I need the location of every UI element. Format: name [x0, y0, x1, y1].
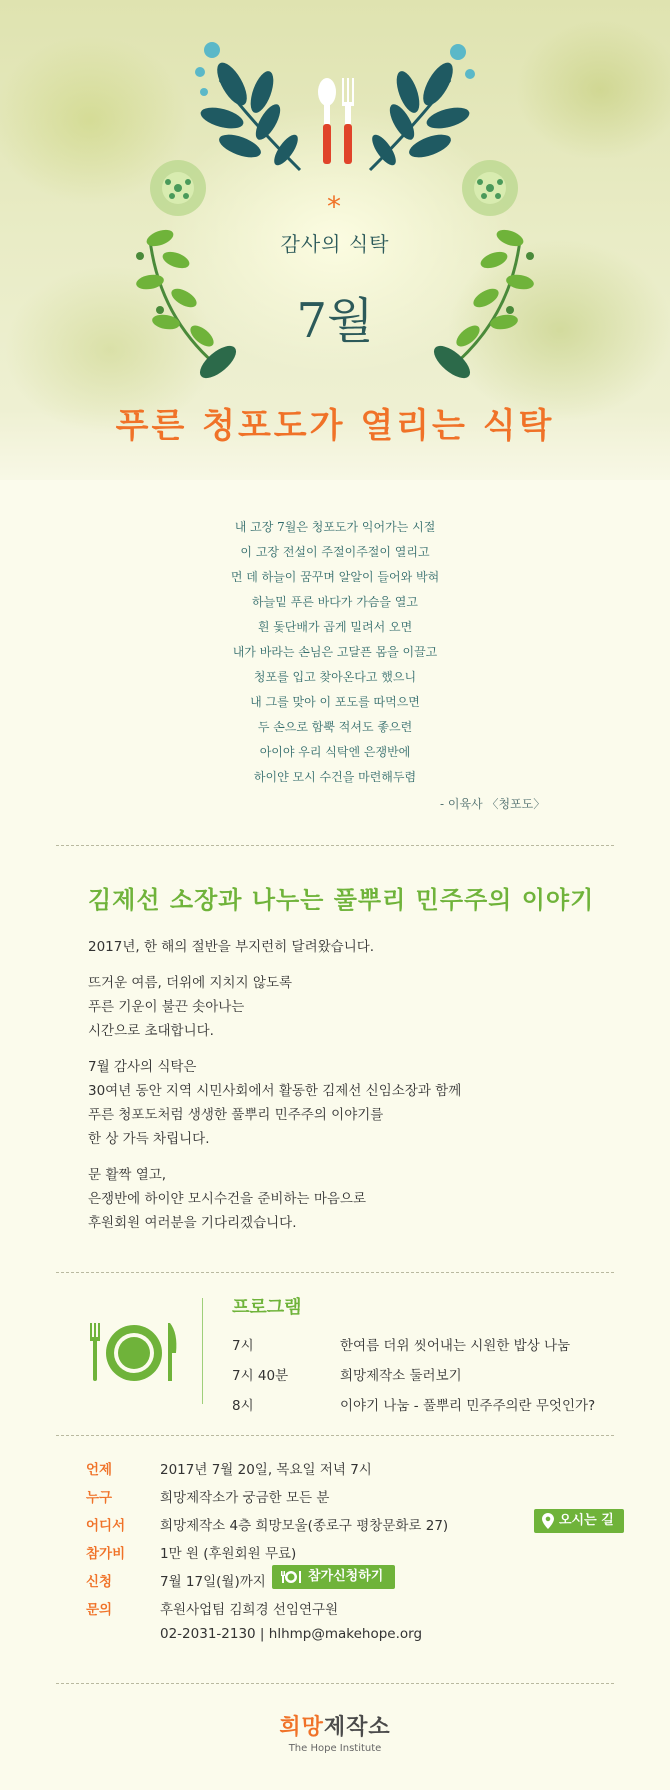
info-value: 7월 17일(월)까지	[160, 1574, 266, 1590]
divider	[56, 845, 614, 846]
program-heading: 프로그램	[232, 1297, 302, 1318]
story-paragraph	[88, 971, 608, 1043]
hero-title: 푸른 청포도가 열리는 식탁	[115, 406, 555, 446]
poem-line: 하이얀 모시 수건을 마련해두렴	[253, 770, 417, 784]
info-label: 누구	[86, 1490, 113, 1506]
info-label: 참가비	[86, 1546, 126, 1562]
poem-line: 하늘밑 푸른 바다가 가슴을 열고	[252, 595, 418, 609]
plate-utensils-icon	[86, 1323, 182, 1383]
program-activity: 희망제작소 둘러보기	[340, 1368, 462, 1384]
story-line: 뜨거운 여름, 더위에 지치지 않도록	[88, 975, 293, 991]
logo-rest: 제작소	[323, 1715, 391, 1740]
info-value: 희망제작소 4층 희망모울(종로구 평창문화로 27)	[160, 1518, 449, 1534]
left-flower-icon	[150, 160, 206, 216]
info-row-when	[86, 1458, 626, 1486]
program-time: 7시 40분	[232, 1368, 289, 1384]
plate-icon	[280, 1570, 302, 1584]
poem-line: 아이야 우리 식탁엔 은쟁반에	[259, 745, 411, 759]
story-paragraph	[88, 935, 608, 959]
hero-banner	[0, 0, 670, 480]
apply-button[interactable]	[272, 1565, 395, 1589]
story-line: 한 상 가득 차립니다.	[88, 1131, 210, 1147]
story-line: 문 활짝 열고,	[88, 1167, 167, 1183]
program-time: 8시	[232, 1398, 254, 1414]
directions-button[interactable]	[534, 1509, 624, 1533]
info-value: 희망제작소가 궁금한 모든 분	[160, 1490, 330, 1506]
poem-line: 내가 바라는 손님은 고달픈 몸을 이끌고	[232, 645, 438, 659]
poem-line: 내 고장 7월은 청포도가 익어가는 시절	[234, 520, 436, 534]
story-line: 시간으로 초대합니다.	[88, 1023, 214, 1039]
story-line: 후원회원 여러분을 기다리겠습니다.	[88, 1215, 297, 1231]
map-pin-icon	[542, 1513, 554, 1529]
story-body	[88, 935, 608, 1247]
story-title: 김제선 소장과 나누는 풀뿌리 민주주의 이야기	[88, 885, 595, 914]
left-leaf-branch-icon	[198, 58, 302, 170]
hero-month: 7월	[296, 293, 374, 349]
right-leaf-branch-icon	[368, 58, 472, 170]
divider	[56, 1683, 614, 1684]
info-value: 2017년 7월 20일, 목요일 저녁 7시	[160, 1462, 372, 1478]
right-flower-icon	[462, 160, 518, 216]
story-line: 푸른 청포도처럼 생생한 풀뿌리 민주주의 이야기를	[88, 1107, 384, 1123]
program-activity: 이야기 나눔 - 풀뿌리 민주주의란 무엇인가?	[340, 1398, 596, 1414]
logo-wordmark	[0, 1710, 670, 1741]
poem-line: 흰 돛단배가 곱게 밀려서 오면	[257, 620, 413, 634]
info-row-contact	[86, 1598, 626, 1626]
asterisk-icon: *	[327, 190, 341, 223]
poem-credit: - 이육사 〈청포도〉	[440, 797, 546, 811]
info-value: 후원사업팀 김희경 선임연구원	[160, 1602, 339, 1618]
story-line: 푸른 기운이 불끈 솟아나는	[88, 999, 245, 1015]
poem-line: 청포를 입고 찾아온다고 했으니	[253, 670, 417, 684]
info-row-contact-detail	[86, 1626, 626, 1654]
info-row-where	[86, 1514, 626, 1542]
hope-institute-logo	[0, 1710, 670, 1754]
program-time: 7시	[232, 1338, 254, 1354]
hero-subtitle: 감사의 식탁	[280, 232, 390, 256]
program-divider	[202, 1298, 203, 1404]
contact-detail: 02-2031-2130 | hlhmp@makehope.org	[160, 1626, 423, 1642]
story-paragraph	[88, 1163, 608, 1235]
poem	[0, 515, 670, 790]
info-label: 어디서	[86, 1518, 126, 1534]
divider	[56, 1435, 614, 1436]
program-activity: 한여름 더위 씻어내는 시원한 밥상 나눔	[340, 1338, 571, 1354]
story-line: 은쟁반에 하이얀 모시수건을 준비하는 마음으로	[88, 1191, 366, 1207]
poem-line: 내 그를 맞아 이 포도를 따먹으면	[250, 695, 420, 709]
directions-button-label: 오시는 길	[559, 1513, 614, 1528]
logo-subtitle: The Hope Institute	[288, 1743, 382, 1754]
info-label: 신청	[86, 1574, 113, 1590]
info-value: 1만 원 (후원회원 무료)	[160, 1546, 297, 1562]
divider	[56, 1272, 614, 1273]
spoon-fork-icon	[318, 78, 354, 164]
info-label: 문의	[86, 1602, 113, 1618]
poem-line: 두 손으로 함뿍 적셔도 좋으련	[257, 720, 413, 734]
story-line: 7월 감사의 식탁은	[88, 1059, 197, 1075]
info-label: 언제	[86, 1462, 113, 1478]
story-line: 30여년 동안 지역 시민사회에서 활동한 김제선 신임소장과 함께	[88, 1083, 462, 1099]
logo-accent: 희망	[279, 1715, 324, 1740]
story-line: 2017년, 한 해의 절반을 부지런히 달려왔습니다.	[88, 939, 375, 955]
info-row-apply	[86, 1570, 626, 1598]
poem-line: 먼 데 하늘이 꿈꾸며 알알이 들어와 박혀	[230, 570, 440, 584]
poem-line: 이 고장 전설이 주절이주절이 열리고	[240, 545, 430, 559]
story-paragraph	[88, 1055, 608, 1151]
apply-button-label: 참가신청하기	[308, 1569, 384, 1584]
